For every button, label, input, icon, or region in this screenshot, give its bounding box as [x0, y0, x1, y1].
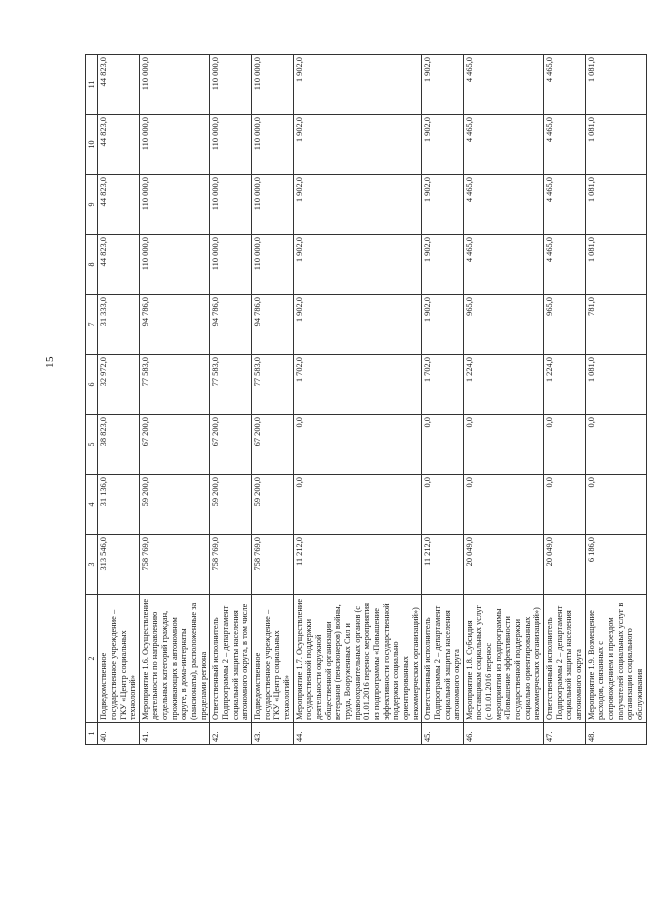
value-cell: 0,0	[463, 415, 543, 475]
table-row	[139, 55, 210, 745]
value-cell: 0,0	[585, 415, 646, 475]
description-cell: Мероприятие 1.9. Возмещение расходов, связанных с сопровождением и проездом получателей социальных услуг в организации социального обслуживания	[585, 595, 646, 723]
value-cell: 110 000,0	[210, 175, 252, 235]
value-cell: 94 786,0	[210, 295, 252, 355]
value-cell: 67 200,0	[252, 415, 294, 475]
value-cell: 1 902,0	[422, 115, 464, 175]
value-cell: 0,0	[293, 475, 422, 535]
value-cell: 110 000,0	[252, 175, 294, 235]
value-cell: 1 902,0	[422, 295, 464, 355]
value-cell: 44 823,0	[98, 175, 140, 235]
row-number-cell: 40.	[98, 723, 140, 745]
value-cell: 110 000,0	[252, 235, 294, 295]
header-cell: 4	[86, 475, 98, 535]
value-cell: 4 465,0	[463, 175, 543, 235]
value-cell: 4 465,0	[544, 115, 586, 175]
value-cell: 67 200,0	[210, 415, 252, 475]
value-cell: 94 786,0	[139, 295, 210, 355]
value-cell: 44 823,0	[98, 55, 140, 115]
value-cell: 1 702,0	[293, 355, 422, 415]
value-cell: 110 000,0	[210, 115, 252, 175]
rotated-table-wrapper	[85, 55, 644, 745]
value-cell: 4 465,0	[463, 55, 543, 115]
value-cell: 4 465,0	[544, 175, 586, 235]
value-cell: 11 212,0	[422, 535, 464, 595]
value-cell: 758 769,0	[252, 535, 294, 595]
value-cell: 32 972,0	[98, 355, 140, 415]
value-cell: 0,0	[585, 475, 646, 535]
value-cell: 110 000,0	[139, 175, 210, 235]
value-cell: 1 224,0	[544, 355, 586, 415]
value-cell: 6 186,0	[585, 535, 646, 595]
value-cell: 4 465,0	[463, 115, 543, 175]
value-cell: 758 769,0	[210, 535, 252, 595]
value-cell: 1 081,0	[585, 355, 646, 415]
value-cell: 44 823,0	[98, 235, 140, 295]
value-cell: 20 049,0	[463, 535, 543, 595]
page-number: 15	[44, 356, 56, 368]
value-cell: 965,0	[544, 295, 586, 355]
value-cell: 4 465,0	[463, 235, 543, 295]
value-cell: 1 081,0	[585, 55, 646, 115]
value-cell: 0,0	[422, 415, 464, 475]
row-number-cell: 46.	[463, 723, 543, 745]
table-row	[544, 55, 586, 745]
value-cell: 31 136,0	[98, 475, 140, 535]
row-number-cell: 42.	[210, 723, 252, 745]
value-cell: 20 049,0	[544, 535, 586, 595]
description-cell: Мероприятие 1.8. Субсидия поставщикам социальных услуг (с 01.01.2016 перенос мероприятия из подпрограммы «Повышение эффективности государственной поддержки социально ориентированных некоммерческих организаций»)	[463, 595, 543, 723]
value-cell: 1 902,0	[422, 55, 464, 115]
value-cell: 67 200,0	[139, 415, 210, 475]
value-cell: 1 902,0	[293, 175, 422, 235]
value-cell: 781,0	[585, 295, 646, 355]
value-cell: 0,0	[463, 475, 543, 535]
value-cell: 59 200,0	[139, 475, 210, 535]
header-cell: 11	[86, 55, 98, 115]
table-row	[293, 55, 422, 745]
value-cell: 31 333,0	[98, 295, 140, 355]
header-cell: 6	[86, 355, 98, 415]
value-cell: 965,0	[463, 295, 543, 355]
value-cell: 1 902,0	[422, 175, 464, 235]
header-cell: 1	[86, 723, 98, 745]
description-cell: Ответственный исполнитель Подпрограммы 2 – департамент социальной защиты населения автономного округа	[422, 595, 464, 723]
value-cell: 44 823,0	[98, 115, 140, 175]
description-cell: Мероприятие 1.7. Осуществление государственной поддержки деятельности окружной общественной организации ветеранов (пенсионеров) войны, труда, Вооруженных Сил и правоохранительных органов (с 01.01.2016 перенос мероприятия из подпрограммы «Повышение эффективности государственной поддержки социально ориентированных некоммерческих организаций»)	[293, 595, 422, 723]
table-row	[585, 55, 646, 745]
value-cell: 758 769,0	[139, 535, 210, 595]
header-cell: 2	[86, 595, 98, 723]
table-row	[463, 55, 543, 745]
value-cell: 110 000,0	[139, 55, 210, 115]
value-cell: 77 583,0	[139, 355, 210, 415]
value-cell: 59 200,0	[252, 475, 294, 535]
value-cell: 1 081,0	[585, 235, 646, 295]
header-cell: 10	[86, 115, 98, 175]
description-cell: Ответственный исполнитель Подпрограммы 2 – департамент социальной защиты населения автономного округа	[544, 595, 586, 723]
value-cell: 110 000,0	[139, 115, 210, 175]
value-cell: 4 465,0	[544, 235, 586, 295]
description-cell: Подведомственное государственное учреждение – ГКУ «Центр социальных технологий»	[98, 595, 140, 723]
value-cell: 110 000,0	[139, 235, 210, 295]
table-row	[422, 55, 464, 745]
value-cell: 0,0	[544, 475, 586, 535]
value-cell: 11 212,0	[293, 535, 422, 595]
value-cell: 110 000,0	[210, 235, 252, 295]
value-cell: 1 902,0	[293, 115, 422, 175]
row-number-cell: 47.	[544, 723, 586, 745]
description-cell: Ответственный исполнитель Подпрограммы 2 – департамент социальной защиты населения автономного округа, в том числе	[210, 595, 252, 723]
budget-table	[85, 54, 647, 745]
header-cell: 3	[86, 535, 98, 595]
description-cell: Подведомственное государственное учреждение – ГКУ «Центр социальных технологий»	[252, 595, 294, 723]
value-cell: 110 000,0	[252, 55, 294, 115]
value-cell: 38 823,0	[98, 415, 140, 475]
value-cell: 1 902,0	[293, 55, 422, 115]
value-cell: 1 081,0	[585, 175, 646, 235]
header-cell: 9	[86, 175, 98, 235]
header-cell: 7	[86, 295, 98, 355]
table-row	[252, 55, 294, 745]
row-number-cell: 44.	[293, 723, 422, 745]
value-cell: 0,0	[422, 475, 464, 535]
row-number-cell: 43.	[252, 723, 294, 745]
header-row	[86, 55, 98, 745]
value-cell: 110 000,0	[210, 55, 252, 115]
table-row	[210, 55, 252, 745]
value-cell: 110 000,0	[252, 115, 294, 175]
row-number-cell: 41.	[139, 723, 210, 745]
row-number-cell: 45.	[422, 723, 464, 745]
value-cell: 1 902,0	[293, 295, 422, 355]
value-cell: 1 702,0	[422, 355, 464, 415]
value-cell: 94 786,0	[252, 295, 294, 355]
value-cell: 313 546,0	[98, 535, 140, 595]
value-cell: 1 902,0	[422, 235, 464, 295]
header-cell: 8	[86, 235, 98, 295]
value-cell: 77 583,0	[210, 355, 252, 415]
header-cell: 5	[86, 415, 98, 475]
value-cell: 59 200,0	[210, 475, 252, 535]
value-cell: 1 081,0	[585, 115, 646, 175]
description-cell: Мероприятие 1.6. Осуществление деятельности по направлению отдельных категорий граждан, проживающих в автономном округе, в дома-интернаты (пансионаты), расположенные за пределами региона	[139, 595, 210, 723]
value-cell: 4 465,0	[544, 55, 586, 115]
value-cell: 77 583,0	[252, 355, 294, 415]
value-cell: 0,0	[544, 415, 586, 475]
value-cell: 1 902,0	[293, 235, 422, 295]
value-cell: 0,0	[293, 415, 422, 475]
table-row	[98, 55, 140, 745]
value-cell: 1 224,0	[463, 355, 543, 415]
row-number-cell: 48.	[585, 723, 646, 745]
